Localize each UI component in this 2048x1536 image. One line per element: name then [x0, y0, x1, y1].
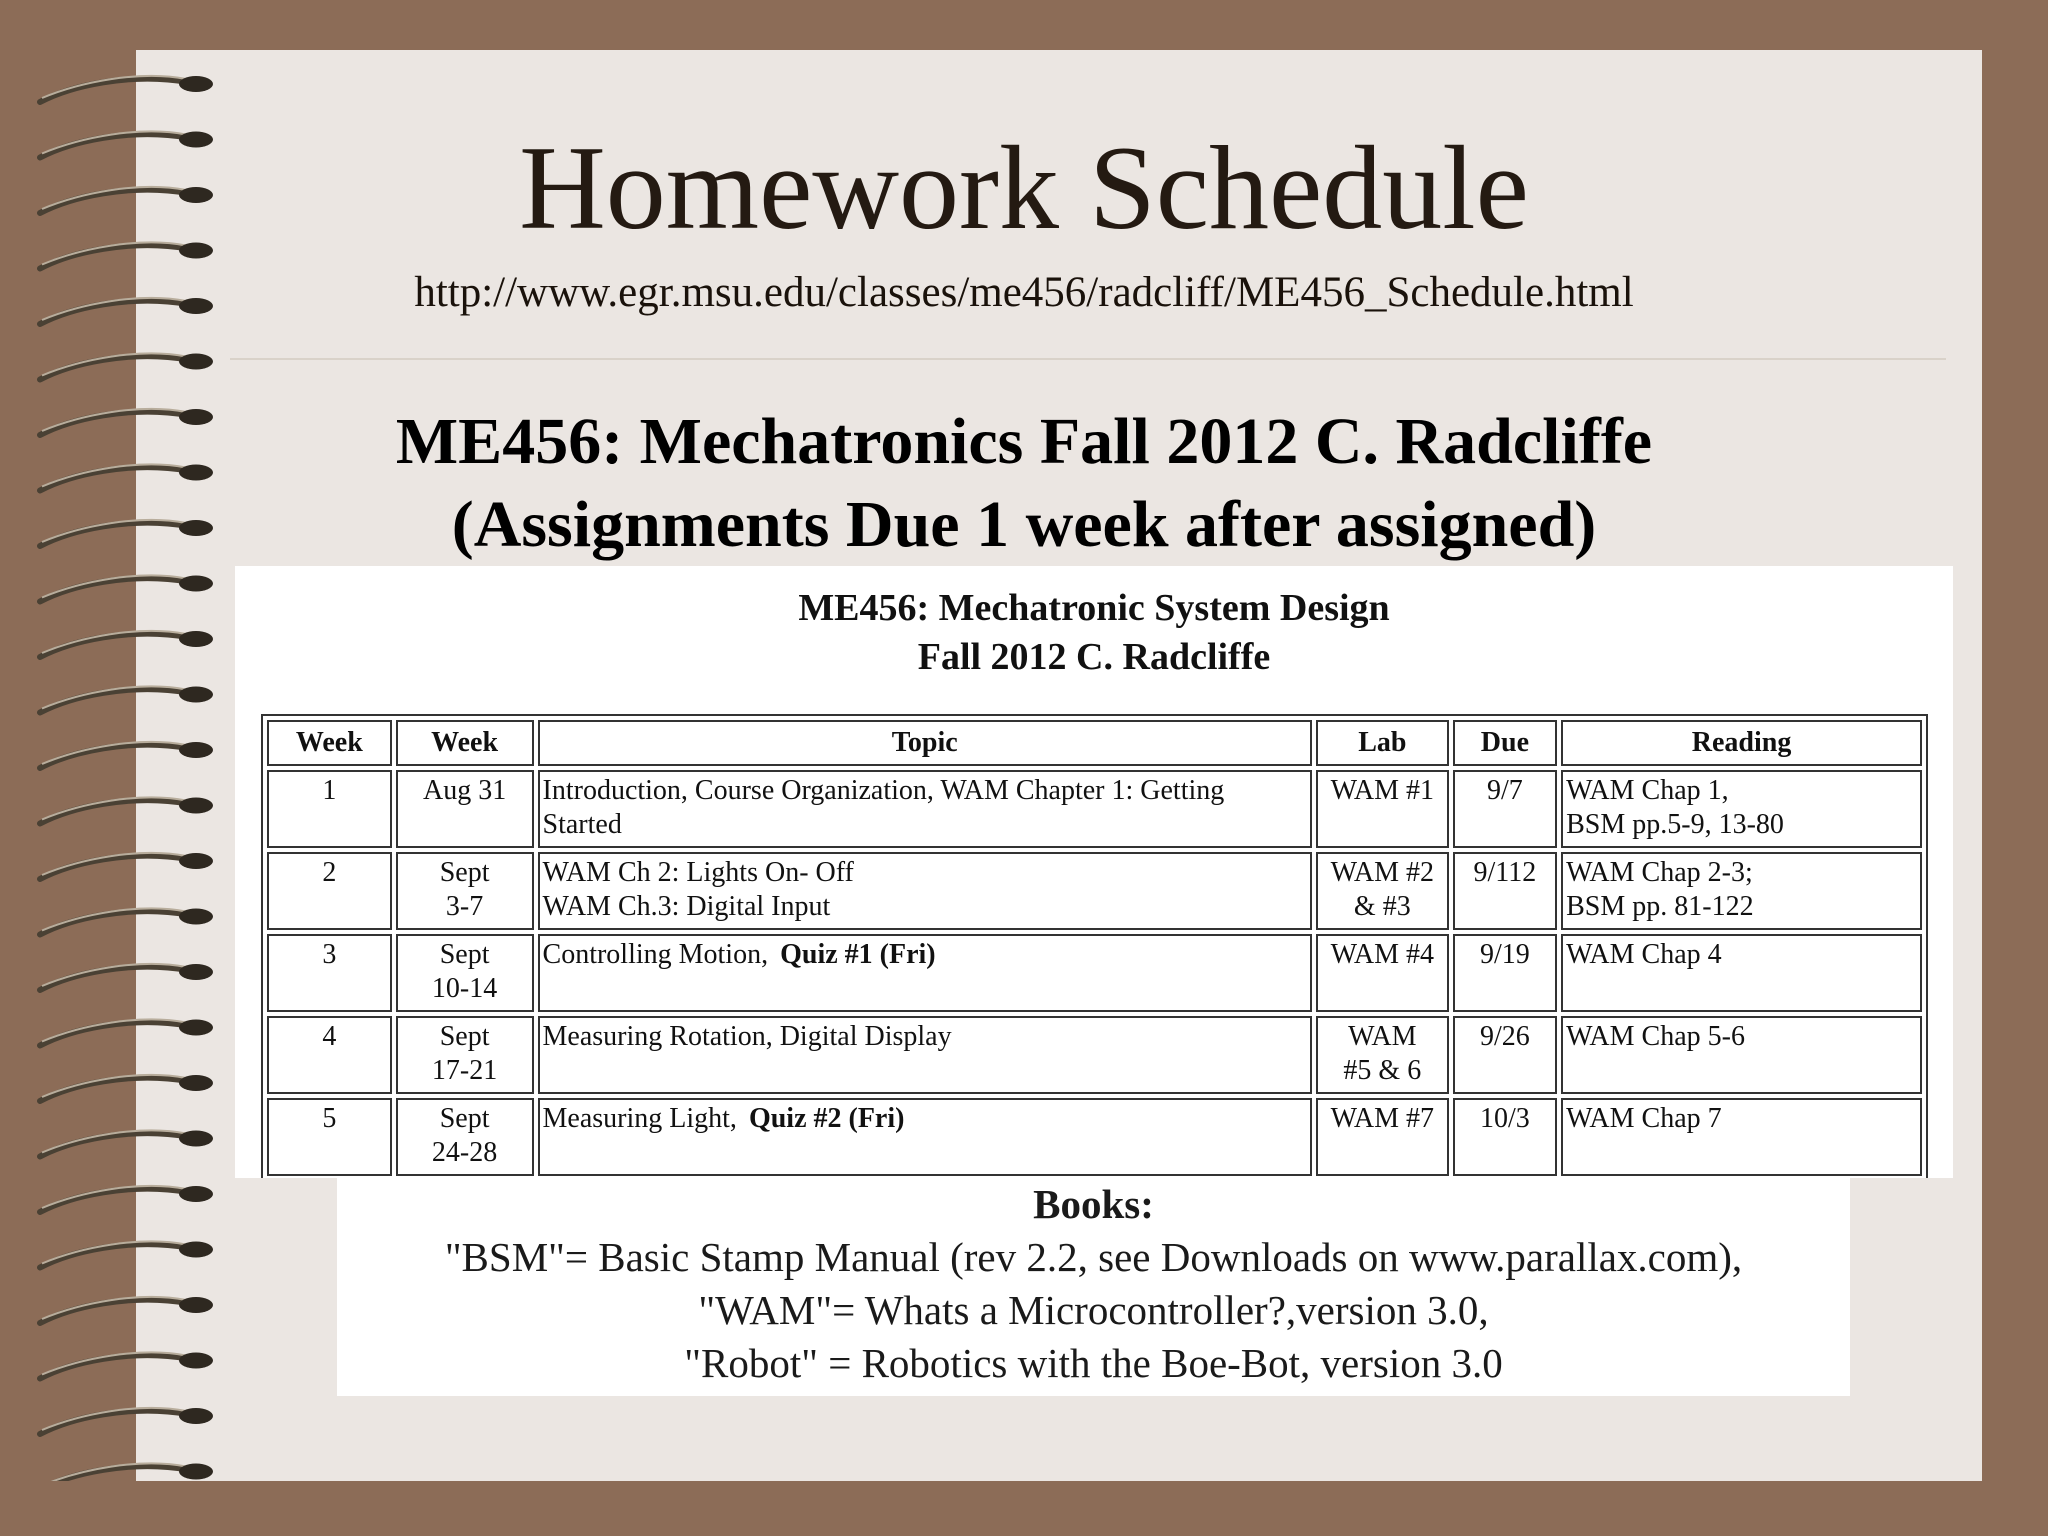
- topic-text: Measuring Rotation, Digital Display: [542, 1021, 952, 1052]
- lab-line1: WAM #4: [1330, 939, 1435, 970]
- due-date: 9/19: [1480, 939, 1530, 970]
- topic-cell: [538, 1098, 1312, 1176]
- header-topic: Topic: [538, 720, 1312, 766]
- reading-cell: [1561, 1016, 1922, 1094]
- course-heading-line1: ME456: Mechatronics Fall 2012 C. Radcliffe: [395, 405, 1653, 478]
- week-dates-line1: Aug 31: [422, 775, 507, 806]
- due-date: 9/7: [1487, 775, 1523, 806]
- reading-line1: WAM Chap 7: [1566, 1103, 1722, 1134]
- schedule-url: http://www.egr.msu.edu/classes/me456/radcliff/ME456_Schedule.html: [414, 269, 1634, 316]
- lab-cell: [1316, 934, 1449, 1012]
- spiral-coil: [40, 76, 213, 102]
- spiral-coil: [40, 1297, 213, 1323]
- books-line-wam: "WAM"= Whats a Microcontroller?,version 3.0,: [698, 1287, 1489, 1333]
- header-week-number: Week: [267, 720, 392, 766]
- week-number-cell: [267, 770, 392, 848]
- reading-line1: WAM Chap 1,: [1566, 775, 1729, 806]
- week-dates-line2: 24-28: [431, 1137, 498, 1168]
- due-cell: [1453, 770, 1557, 848]
- spiral-coil: [40, 1241, 213, 1267]
- week-dates-line1: Sept: [439, 1103, 490, 1134]
- schedule-table: [261, 714, 1928, 1178]
- topic-text: WAM Ch 2: Lights On- Off: [542, 857, 854, 888]
- week-dates-cell: [396, 852, 534, 930]
- slide-title: Homework Schedule: [519, 121, 1529, 254]
- table-row: [267, 1016, 1922, 1094]
- lab-cell: [1316, 770, 1449, 848]
- schedule-screenshot: [235, 566, 1953, 1178]
- spiral-binding: [0, 50, 230, 1481]
- week-number: 4: [322, 1021, 337, 1052]
- topic-line2: WAM Ch.3: Digital Input: [542, 891, 831, 922]
- spiral-coil: [40, 1463, 213, 1481]
- lab-cell: [1316, 1016, 1449, 1094]
- spiral-coil: [40, 908, 213, 934]
- reading-line2: BSM pp.5-9, 13-80: [1566, 809, 1784, 840]
- topic-line2: Started: [542, 809, 622, 840]
- due-cell: [1453, 852, 1557, 930]
- table-row: [267, 1098, 1922, 1176]
- course-heading-line2: (Assignments Due 1 week after assigned): [451, 488, 1597, 561]
- lab-line2: & #3: [1353, 891, 1411, 922]
- books-box: [337, 1178, 1850, 1396]
- week-number: 2: [322, 857, 337, 888]
- week-number: 5: [322, 1103, 337, 1134]
- week-dates-line1: Sept: [439, 857, 490, 888]
- quiz-label: Quiz #1 (Fri): [780, 939, 936, 970]
- week-number-cell: [267, 1098, 392, 1176]
- week-dates-cell: [396, 1016, 534, 1094]
- lab-line1: WAM #7: [1330, 1103, 1435, 1134]
- due-cell: [1453, 1016, 1557, 1094]
- lab-cell: [1316, 1098, 1449, 1176]
- reading-line2: BSM pp. 81-122: [1566, 891, 1754, 922]
- topic-line1: [543, 938, 1307, 972]
- spiral-coil: [40, 1130, 213, 1156]
- spiral-coil: [40, 686, 213, 712]
- due-cell: [1453, 1098, 1557, 1176]
- week-dates-cell: [396, 770, 534, 848]
- topic-text: Introduction, Course Organization, WAM Chapter 1: Getting: [542, 775, 1225, 806]
- reading-line1: WAM Chap 5-6: [1566, 1021, 1745, 1052]
- schedule-title-line2: Fall 2012 C. Radcliffe: [917, 636, 1271, 678]
- week-number-cell: [267, 852, 392, 930]
- week-number: 1: [322, 775, 337, 806]
- course-heading: [0, 400, 2048, 566]
- week-dates-line2: 10-14: [431, 973, 498, 1004]
- reading-cell: [1561, 770, 1922, 848]
- spiral-coil: [40, 742, 213, 768]
- schedule-title: [235, 584, 1953, 682]
- topic-cell: [538, 934, 1312, 1012]
- topic-cell: [538, 852, 1312, 930]
- reading-cell: [1561, 1098, 1922, 1176]
- header-week-dates: Week: [396, 720, 534, 766]
- table-row: [267, 934, 1922, 1012]
- week-dates-line2: 17-21: [431, 1055, 498, 1086]
- due-date: 9/112: [1473, 857, 1537, 888]
- spiral-coil: [40, 353, 213, 379]
- quiz-label: Quiz #2 (Fri): [748, 1103, 905, 1134]
- topic-cell: [538, 770, 1312, 848]
- lab-line2: #5 & 6: [1343, 1055, 1422, 1086]
- spiral-coil: [40, 631, 213, 657]
- spiral-coil: [40, 575, 213, 601]
- lab-line1: WAM #2: [1330, 857, 1435, 888]
- topic-text: Controlling Motion,: [542, 939, 769, 970]
- table-row: [267, 852, 1922, 930]
- reading-line1: WAM Chap 2-3;: [1566, 857, 1753, 888]
- spiral-coil: [40, 853, 213, 879]
- spiral-coil: [40, 1075, 213, 1101]
- reading-cell: [1561, 934, 1922, 1012]
- books-title: Books:: [1033, 1181, 1154, 1227]
- books-line-bsm: "BSM"= Basic Stamp Manual (rev 2.2, see Downloads on www.parallax.com),: [444, 1234, 1743, 1280]
- week-number-cell: [267, 1016, 392, 1094]
- divider: [230, 358, 1946, 360]
- books-line-robot: "Robot" = Robotics with the Boe-Bot, version 3.0: [684, 1340, 1503, 1386]
- topic-line1: [543, 774, 1307, 808]
- topic-cell: [538, 1016, 1312, 1094]
- header-due: Due: [1453, 720, 1557, 766]
- week-dates-line1: Sept: [439, 1021, 490, 1052]
- header-reading: Reading: [1561, 720, 1922, 766]
- week-number: 3: [322, 939, 337, 970]
- topic-line1: [543, 1020, 1307, 1054]
- table-row: [267, 770, 1922, 848]
- spiral-coil: [40, 1408, 213, 1434]
- week-dates-line2: 3-7: [445, 891, 484, 922]
- spiral-coil: [40, 1186, 213, 1212]
- reading-cell: [1561, 852, 1922, 930]
- due-cell: [1453, 934, 1557, 1012]
- spiral-coil: [40, 964, 213, 990]
- lab-cell: [1316, 852, 1449, 930]
- week-dates-cell: [396, 934, 534, 1012]
- spiral-coil: [40, 1352, 213, 1378]
- reading-line1: WAM Chap 4: [1566, 939, 1722, 970]
- lab-line1: WAM: [1348, 1021, 1417, 1052]
- header-lab: Lab: [1316, 720, 1449, 766]
- table-header-row: [267, 720, 1922, 766]
- week-dates-line1: Sept: [439, 939, 490, 970]
- topic-line1: [543, 1102, 1307, 1136]
- week-dates-cell: [396, 1098, 534, 1176]
- topic-line1: [543, 856, 1307, 890]
- due-date: 9/26: [1480, 1021, 1530, 1052]
- spiral-coil: [40, 797, 213, 823]
- week-number-cell: [267, 934, 392, 1012]
- topic-text: Measuring Light,: [542, 1103, 737, 1134]
- lab-line1: WAM #1: [1330, 775, 1435, 806]
- spiral-coil: [40, 1019, 213, 1045]
- schedule-title-line1: ME456: Mechatronic System Design: [798, 587, 1390, 629]
- due-date: 10/3: [1480, 1103, 1530, 1134]
